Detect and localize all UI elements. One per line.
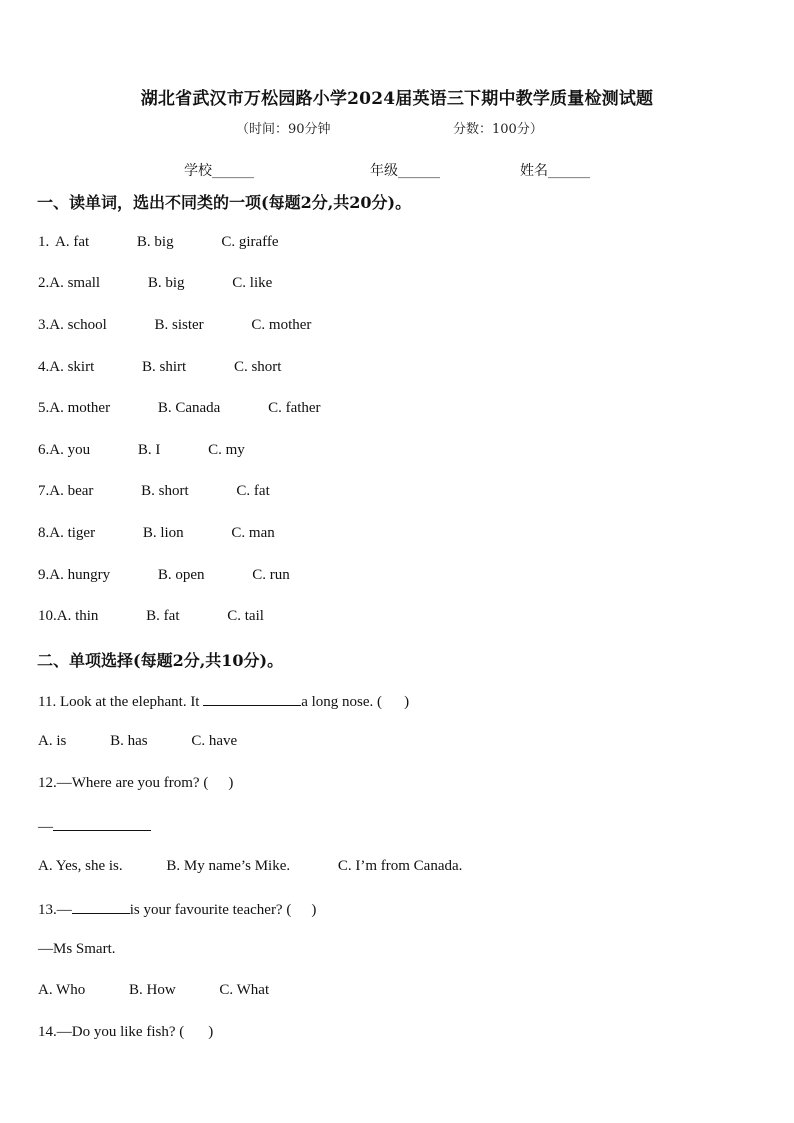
option-a: A. small	[49, 275, 101, 291]
option-c: C. What	[219, 982, 270, 998]
option-a: A. fat	[55, 234, 90, 250]
option-c: C. fat	[236, 483, 270, 499]
question-9	[38, 567, 290, 584]
option-c: C. have	[191, 733, 238, 749]
option-a: A. skirt	[49, 359, 95, 375]
option-c: C. short	[233, 359, 282, 375]
question-13	[38, 899, 316, 919]
option-c: C. my	[208, 442, 245, 458]
school-field[interactable]: 学校______	[184, 163, 254, 179]
question-12	[38, 775, 233, 792]
option-c: C. man	[231, 525, 275, 541]
question-stem-end: a long nose. (	[301, 694, 383, 710]
option-c: C. tail	[227, 608, 264, 624]
question-11	[38, 691, 409, 711]
option-a: A. Who	[38, 982, 86, 998]
option-a: A. you	[49, 442, 91, 458]
question-number: 1.	[38, 234, 50, 250]
section-2-heading: 二、单项选择(每题2分,共10分)。	[37, 651, 284, 670]
section-1-heading: 一、读单词，选出不同类的一项(每题2分,共20分)。	[37, 193, 412, 212]
question-13-reply: —Ms Smart.	[38, 941, 116, 957]
option-c: C. run	[252, 567, 290, 583]
question-stem-end: is your favourite teacher? (	[129, 902, 292, 918]
question-stem: 12.—Where are you from? (	[38, 775, 209, 791]
answer-paren-close[interactable]: )	[208, 1024, 214, 1040]
question-number: 2.	[38, 275, 50, 291]
option-c: C. I’m from Canada.	[337, 858, 463, 874]
grade-field[interactable]: 年级______	[370, 163, 440, 179]
option-c: C. giraffe	[221, 234, 279, 250]
option-b: B. sister	[154, 317, 204, 333]
option-c: C. father	[268, 400, 321, 416]
question-number: 6.	[38, 442, 50, 458]
name-field[interactable]: 姓名______	[520, 163, 590, 179]
question-2	[38, 275, 272, 292]
option-b: B. has	[110, 733, 148, 749]
option-a: A. mother	[49, 400, 111, 416]
question-6	[38, 442, 245, 459]
question-3	[38, 317, 311, 334]
exam-score: 分数：100分）	[453, 122, 543, 137]
reply-dash: —	[38, 819, 53, 835]
question-8	[38, 525, 275, 542]
option-b: B. open	[157, 567, 205, 583]
question-number: 3.	[38, 317, 50, 333]
option-b: B. My name’s Mike.	[166, 858, 291, 874]
question-stem: 13.—	[38, 902, 72, 918]
question-5	[38, 400, 321, 417]
question-number: 7.	[38, 483, 50, 499]
option-b: B. short	[141, 483, 189, 499]
question-stem: 14.—Do you like fish? (	[38, 1024, 185, 1040]
answer-blank[interactable]	[203, 691, 301, 706]
question-number: 9.	[38, 567, 50, 583]
question-7	[38, 483, 270, 500]
question-12-options	[38, 858, 462, 875]
question-number: 10.	[38, 608, 57, 624]
exam-time: （时间：90分钟	[236, 122, 331, 137]
option-b: B. lion	[142, 525, 184, 541]
option-b: B. Canada	[157, 400, 221, 416]
question-number: 5.	[38, 400, 50, 416]
answer-blank[interactable]	[53, 816, 151, 831]
question-14	[38, 1024, 213, 1041]
option-a: A. tiger	[49, 525, 96, 541]
option-a: A. Yes, she is.	[38, 858, 123, 874]
option-c: C. mother	[251, 317, 312, 333]
question-12-reply	[38, 816, 151, 836]
question-stem: 11. Look at the elephant. It	[38, 694, 204, 710]
option-a: A. hungry	[49, 567, 111, 583]
question-1	[38, 234, 279, 251]
answer-blank[interactable]	[72, 899, 130, 914]
option-c: C. like	[232, 275, 273, 291]
option-a: A. is	[38, 733, 67, 749]
answer-paren-close[interactable]: )	[311, 902, 317, 918]
question-10	[38, 608, 264, 625]
option-b: B. big	[147, 275, 185, 291]
question-13-options	[38, 982, 269, 999]
option-b: B. fat	[146, 608, 180, 624]
option-b: B. I	[137, 442, 161, 458]
answer-paren-close[interactable]: )	[404, 694, 410, 710]
option-a: A. school	[49, 317, 107, 333]
question-11-options	[38, 733, 237, 750]
option-b: B. big	[136, 234, 174, 250]
answer-paren-close[interactable]: )	[228, 775, 234, 791]
option-b: B. How	[128, 982, 176, 998]
question-4	[38, 359, 281, 376]
question-number: 4.	[38, 359, 50, 375]
option-b: B. shirt	[142, 359, 187, 375]
option-a: A. thin	[56, 608, 99, 624]
question-number: 8.	[38, 525, 50, 541]
exam-title: 湖北省武汉市万松园路小学2024届英语三下期中教学质量检测试题	[140, 89, 654, 109]
option-a: A. bear	[49, 483, 94, 499]
